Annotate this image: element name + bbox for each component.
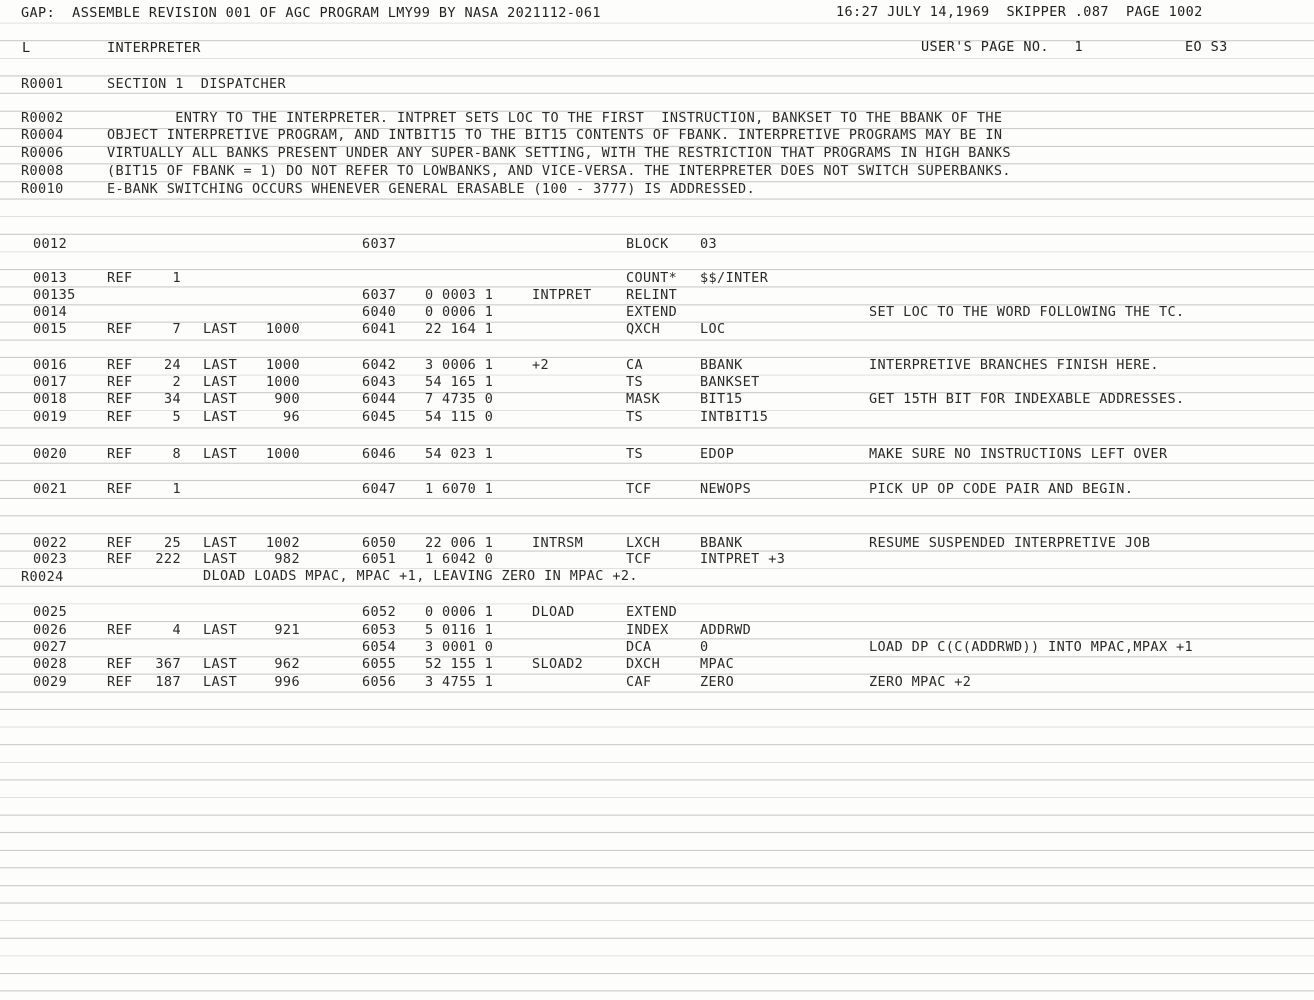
last-page: 1002 <box>265 535 300 551</box>
line-number: 0014 <box>33 304 68 320</box>
ref-count: 4 <box>172 622 181 638</box>
octal-code: 7 4735 0 <box>425 391 494 407</box>
last-label: LAST <box>203 357 238 373</box>
ref-label: REF <box>107 622 133 638</box>
remark-id: R0004 <box>21 127 64 143</box>
line-number: 0018 <box>33 391 68 407</box>
address: 6044 <box>362 391 397 407</box>
ref-count: 2 <box>172 374 181 390</box>
remark-id: R0010 <box>21 181 64 197</box>
operand: NEWOPS <box>700 481 752 497</box>
address: 6050 <box>362 535 397 551</box>
last-label: LAST <box>203 446 238 462</box>
line-number: 0012 <box>33 236 68 252</box>
line-number: 0019 <box>33 409 68 425</box>
ref-count: 25 <box>163 535 181 551</box>
operand: $$/INTER <box>700 270 769 286</box>
last-page: 900 <box>274 391 300 407</box>
octal-code: 1 6042 0 <box>425 551 494 567</box>
ref-count: 1 <box>172 270 181 286</box>
comment: MAKE SURE NO INSTRUCTIONS LEFT OVER <box>869 446 1168 462</box>
line-number: 0016 <box>33 357 68 373</box>
operand: BBANK <box>700 535 743 551</box>
last-page: 1000 <box>265 446 300 462</box>
ref-label: REF <box>107 270 133 286</box>
ref-label: REF <box>107 391 133 407</box>
timestamp-page-header: 16:27 JULY 14,1969 SKIPPER .087 PAGE 1002 <box>836 4 1203 20</box>
last-page: 96 <box>282 409 300 425</box>
ref-count: 34 <box>163 391 181 407</box>
assembly-header: GAP: ASSEMBLE REVISION 001 OF AGC PROGRAM LMY99 BY NASA 2021112-061 <box>21 5 601 21</box>
ref-count: 24 <box>163 357 181 373</box>
octal-code: 3 4755 1 <box>425 674 494 690</box>
operand: ZERO <box>700 674 735 690</box>
octal-code: 54 023 1 <box>425 446 494 462</box>
symbol-label: SLOAD2 <box>532 656 584 672</box>
operand: INTPRET +3 <box>700 551 786 567</box>
line-number: 0017 <box>33 374 68 390</box>
symbol-label: INTPRET <box>532 287 592 303</box>
remark-text: E-BANK SWITCHING OCCURS WHENEVER GENERAL ERASABLE (100 - 3777) IS ADDRESSED. <box>107 181 756 197</box>
address: 6040 <box>362 304 397 320</box>
octal-code: 1 6070 1 <box>425 481 494 497</box>
ref-count: 187 <box>155 674 181 690</box>
opcode: EXTEND <box>626 304 678 320</box>
address: 6037 <box>362 287 397 303</box>
last-label: LAST <box>203 391 238 407</box>
line-number: 0013 <box>33 270 68 286</box>
operand: BBANK <box>700 357 743 373</box>
opcode: COUNT* <box>626 270 678 286</box>
last-label: LAST <box>203 409 238 425</box>
address: 6041 <box>362 321 397 337</box>
octal-code: 22 006 1 <box>425 535 494 551</box>
octal-code: 3 0006 1 <box>425 357 494 373</box>
section-title: INTERPRETER <box>107 40 201 56</box>
address: 6052 <box>362 604 397 620</box>
last-label: LAST <box>203 535 238 551</box>
remark-text: DLOAD LOADS MPAC, MPAC +1, LEAVING ZERO IN MPAC +2. <box>203 568 638 584</box>
ref-label: REF <box>107 481 133 497</box>
address: 6051 <box>362 551 397 567</box>
line-number: 0015 <box>33 321 68 337</box>
address: 6046 <box>362 446 397 462</box>
operand: 03 <box>700 236 718 252</box>
ref-count: 222 <box>155 551 181 567</box>
ref-label: REF <box>107 674 133 690</box>
last-page: 1000 <box>265 357 300 373</box>
line-number: 0027 <box>33 639 68 655</box>
octal-code: 0 0006 1 <box>425 304 494 320</box>
octal-code: 54 165 1 <box>425 374 494 390</box>
last-label: LAST <box>203 551 238 567</box>
ref-count: 1 <box>172 481 181 497</box>
octal-code: 52 155 1 <box>425 656 494 672</box>
last-page: 962 <box>274 656 300 672</box>
line-number: 00135 <box>33 287 76 303</box>
address: 6045 <box>362 409 397 425</box>
octal-code: 0 0006 1 <box>425 604 494 620</box>
ref-label: REF <box>107 321 133 337</box>
operand: ADDRWD <box>700 622 752 638</box>
address: 6054 <box>362 639 397 655</box>
last-page: 921 <box>274 622 300 638</box>
address: 6042 <box>362 357 397 373</box>
line-number: 0022 <box>33 535 68 551</box>
opcode: DCA <box>626 639 652 655</box>
operand: BIT15 <box>700 391 743 407</box>
last-page: 996 <box>274 674 300 690</box>
remark-text: SECTION 1 DISPATCHER <box>107 76 287 92</box>
operand: 0 <box>700 639 709 655</box>
address: 6053 <box>362 622 397 638</box>
remark-id: R0006 <box>21 145 64 161</box>
last-page: 1000 <box>265 374 300 390</box>
opcode: TS <box>626 409 644 425</box>
eo-marker: EO S3 <box>1185 39 1228 55</box>
comment: GET 15TH BIT FOR INDEXABLE ADDRESSES. <box>869 391 1185 407</box>
line-number: 0023 <box>33 551 68 567</box>
symbol-label: +2 <box>532 357 550 373</box>
ref-count: 5 <box>172 409 181 425</box>
last-label: LAST <box>203 674 238 690</box>
last-label: LAST <box>203 656 238 672</box>
address: 6047 <box>362 481 397 497</box>
remark-id: R0001 <box>21 76 64 92</box>
ref-label: REF <box>107 656 133 672</box>
ref-label: REF <box>107 551 133 567</box>
opcode: EXTEND <box>626 604 678 620</box>
symbol-label: DLOAD <box>532 604 575 620</box>
octal-code: 5 0116 1 <box>425 622 494 638</box>
opcode: CAF <box>626 674 652 690</box>
opcode: TCF <box>626 481 652 497</box>
users-page-number: USER'S PAGE NO. 1 <box>921 39 1084 55</box>
ref-count: 367 <box>155 656 181 672</box>
remark-text: ENTRY TO THE INTERPRETER. INTPRET SETS LOC TO THE FIRST INSTRUCTION, BANKSET TO THE BBANK OF THE <box>107 110 1003 126</box>
remark-id: R0002 <box>21 110 64 126</box>
ref-label: REF <box>107 535 133 551</box>
line-number: 0029 <box>33 674 68 690</box>
opcode: TS <box>626 446 644 462</box>
column-l-marker: L <box>22 40 31 56</box>
opcode: LXCH <box>626 535 661 551</box>
operand: LOC <box>700 321 726 337</box>
line-number: 0021 <box>33 481 68 497</box>
line-number: 0020 <box>33 446 68 462</box>
operand: MPAC <box>700 656 735 672</box>
ref-label: REF <box>107 409 133 425</box>
octal-code: 54 115 0 <box>425 409 494 425</box>
ref-count: 7 <box>172 321 181 337</box>
operand: EDOP <box>700 446 735 462</box>
last-label: LAST <box>203 374 238 390</box>
opcode: DXCH <box>626 656 661 672</box>
line-number: 0025 <box>33 604 68 620</box>
ref-label: REF <box>107 357 133 373</box>
last-label: LAST <box>203 321 238 337</box>
last-page: 982 <box>274 551 300 567</box>
ref-count: 8 <box>172 446 181 462</box>
last-page: 1000 <box>265 321 300 337</box>
comment: INTERPRETIVE BRANCHES FINISH HERE. <box>869 357 1159 373</box>
operand: INTBIT15 <box>700 409 769 425</box>
opcode: MASK <box>626 391 661 407</box>
remark-id: R0024 <box>21 569 64 585</box>
address: 6043 <box>362 374 397 390</box>
remark-text: OBJECT INTERPRETIVE PROGRAM, AND INTBIT15 TO THE BIT15 CONTENTS OF FBANK. INTERPRETIVE PROGRAMS MAY BE IN <box>107 127 1003 143</box>
remark-id: R0008 <box>21 163 64 179</box>
address: 6056 <box>362 674 397 690</box>
last-label: LAST <box>203 622 238 638</box>
remark-text: VIRTUALLY ALL BANKS PRESENT UNDER ANY SUPER-BANK SETTING, WITH THE RESTRICTION THAT PROGRAMS IN HIGH BANKS <box>107 145 1011 161</box>
opcode: INDEX <box>626 622 669 638</box>
opcode: TCF <box>626 551 652 567</box>
address: 6055 <box>362 656 397 672</box>
line-number: 0026 <box>33 622 68 638</box>
comment: LOAD DP C(C(ADDRWD)) INTO MPAC,MPAX +1 <box>869 639 1194 655</box>
opcode: TS <box>626 374 644 390</box>
address: 6037 <box>362 236 397 252</box>
opcode: RELINT <box>626 287 678 303</box>
comment: PICK UP OP CODE PAIR AND BEGIN. <box>869 481 1134 497</box>
comment: SET LOC TO THE WORD FOLLOWING THE TC. <box>869 304 1185 320</box>
opcode: CA <box>626 357 644 373</box>
remark-text: (BIT15 OF FBANK = 1) DO NOT REFER TO LOWBANKS, AND VICE-VERSA. THE INTERPRETER DOES NOT SWITCH SUPERBANKS. <box>107 163 1011 179</box>
octal-code: 22 164 1 <box>425 321 494 337</box>
octal-code: 0 0003 1 <box>425 287 494 303</box>
comment: RESUME SUSPENDED INTERPRETIVE JOB <box>869 535 1151 551</box>
ref-label: REF <box>107 374 133 390</box>
comment: ZERO MPAC +2 <box>869 674 972 690</box>
ref-label: REF <box>107 446 133 462</box>
opcode: QXCH <box>626 321 661 337</box>
operand: BANKSET <box>700 374 760 390</box>
symbol-label: INTRSM <box>532 535 584 551</box>
line-number: 0028 <box>33 656 68 672</box>
opcode: BLOCK <box>626 236 669 252</box>
octal-code: 3 0001 0 <box>425 639 494 655</box>
